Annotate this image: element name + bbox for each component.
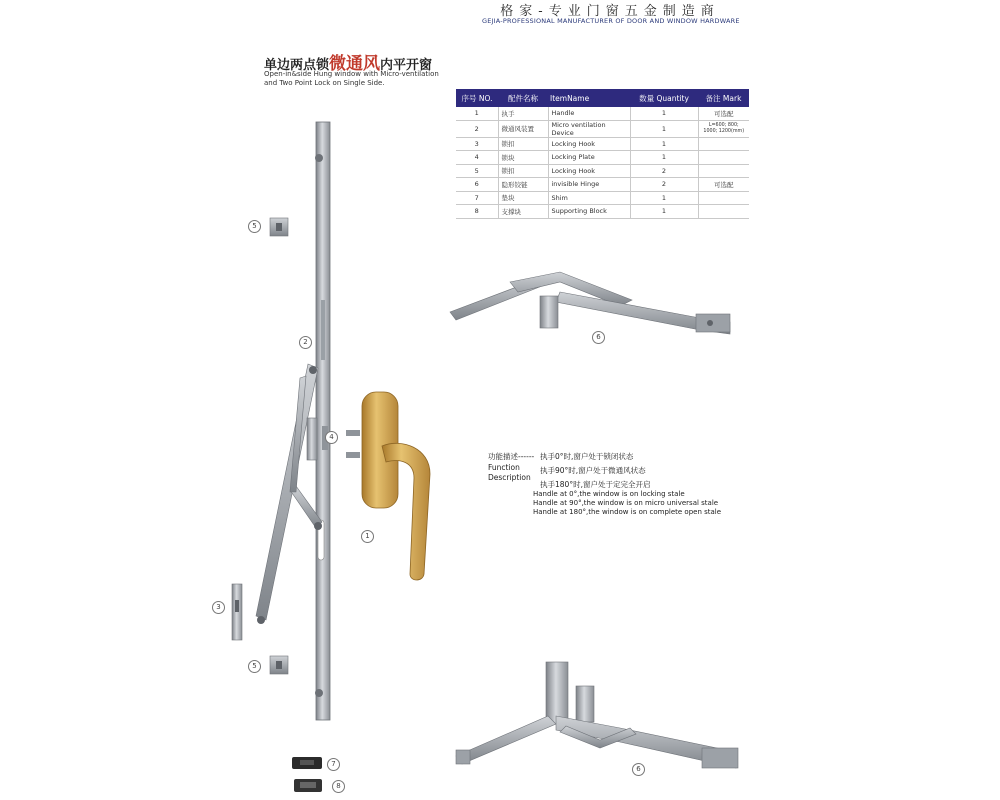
cell-qty: 1 bbox=[630, 191, 698, 205]
cell-no: 7 bbox=[456, 191, 498, 205]
handle-illustration bbox=[346, 392, 430, 580]
locking-hook-bottom bbox=[270, 656, 288, 674]
header-name-cn: 配件名称 bbox=[498, 89, 548, 107]
cell-qty: 2 bbox=[630, 178, 698, 192]
product-subtitle: Open-in&side Hung window with Micro-ventilation and Two Point Lock on Single Side. bbox=[264, 70, 439, 87]
cell-no: 4 bbox=[456, 151, 498, 165]
callout-6-top: 6 bbox=[592, 331, 605, 344]
cell-en: invisible Hinge bbox=[548, 178, 630, 192]
function-label-en-1: Function bbox=[488, 463, 520, 472]
cell-no: 2 bbox=[456, 120, 498, 137]
header-quantity: 数量 Quantity bbox=[630, 89, 698, 107]
cell-qty: 1 bbox=[630, 205, 698, 219]
invisible-hinge-top bbox=[450, 272, 730, 334]
cell-cn: 锁扣 bbox=[498, 137, 548, 151]
callout-1: 1 bbox=[361, 530, 374, 543]
callout-7: 7 bbox=[327, 758, 340, 771]
cell-no: 1 bbox=[456, 107, 498, 120]
function-en-line: Handle at 90°,the window is on micro universal stale bbox=[533, 499, 719, 507]
function-label-en-2: Description bbox=[488, 473, 531, 482]
function-en-line: Handle at 0°,the window is on locking stale bbox=[533, 490, 685, 498]
callout-8: 8 bbox=[332, 780, 345, 793]
title-highlight: 微通风 bbox=[329, 54, 381, 74]
cell-no: 6 bbox=[456, 178, 498, 192]
cell-cn: 微通风装置 bbox=[498, 120, 548, 137]
callout-6-bottom: 6 bbox=[632, 763, 645, 776]
cell-qty: 1 bbox=[630, 151, 698, 165]
shim-block bbox=[292, 757, 322, 769]
cell-en: Handle bbox=[548, 107, 630, 120]
cell-en: Supporting Block bbox=[548, 205, 630, 219]
callout-3: 3 bbox=[212, 601, 225, 614]
function-cn-line: 执手0°时,窗户处于锁闭状态 bbox=[540, 452, 634, 461]
cell-cn: 支撑块 bbox=[498, 205, 548, 219]
cell-en: Shim bbox=[548, 191, 630, 205]
header-item-name: ItemName bbox=[548, 89, 630, 107]
callout-5-top: 5 bbox=[248, 220, 261, 233]
cell-en: Locking Plate bbox=[548, 151, 630, 165]
title-suffix: 内平开窗 bbox=[380, 58, 433, 73]
title-prefix: 单边两点锁 bbox=[264, 58, 330, 73]
cell-cn: 锁扣 bbox=[498, 164, 548, 178]
brand-name-en: GEJIA-PROFESSIONAL MANUFACTURER OF DOOR AND WINDOW HARDWARE bbox=[482, 17, 740, 25]
callout-4: 4 bbox=[325, 431, 338, 444]
cell-cn: 锁块 bbox=[498, 151, 548, 165]
cell-qty: 2 bbox=[630, 164, 698, 178]
cell-en: Locking Hook bbox=[548, 164, 630, 178]
cell-mark: 可选配 bbox=[698, 178, 749, 192]
invisible-hinge-bottom bbox=[456, 662, 738, 768]
function-cn-line: 执手90°时,窗户处于微通风状态 bbox=[540, 466, 646, 475]
function-label-cn: 功能描述------ bbox=[488, 452, 535, 461]
cell-mark: 可选配 bbox=[698, 107, 749, 120]
cell-qty: 1 bbox=[630, 107, 698, 120]
brand-name-cn: 格家-专业门窗五金制造商 bbox=[500, 4, 720, 19]
locking-hook-top bbox=[270, 218, 288, 236]
ventilation-stay bbox=[256, 364, 322, 624]
cell-qty: 1 bbox=[630, 137, 698, 151]
cell-cn: 垫块 bbox=[498, 191, 548, 205]
function-cn-line: 执手180°时,窗户处于定完全开启 bbox=[540, 480, 651, 489]
cell-en: Micro ventilation Device bbox=[548, 120, 630, 137]
cell-cn: 隐形铰链 bbox=[498, 178, 548, 192]
cell-qty: 1 bbox=[630, 120, 698, 137]
header-no: 序号 NO. bbox=[456, 89, 498, 107]
cell-en: Locking Hook bbox=[548, 137, 630, 151]
function-en-line: Handle at 180°,the window is on complete open stale bbox=[533, 508, 722, 516]
header-mark: 备注 Mark bbox=[698, 89, 749, 107]
callout-2: 2 bbox=[299, 336, 312, 349]
supporting-block bbox=[294, 779, 322, 792]
cell-no: 8 bbox=[456, 205, 498, 219]
callout-5-bottom: 5 bbox=[248, 660, 261, 673]
cell-no: 5 bbox=[456, 164, 498, 178]
cell-cn: 执手 bbox=[498, 107, 548, 120]
cell-mark: L=600; 800; 1000; 1200(mm) bbox=[698, 120, 749, 137]
cell-no: 3 bbox=[456, 137, 498, 151]
locking-hook-side bbox=[232, 584, 242, 640]
